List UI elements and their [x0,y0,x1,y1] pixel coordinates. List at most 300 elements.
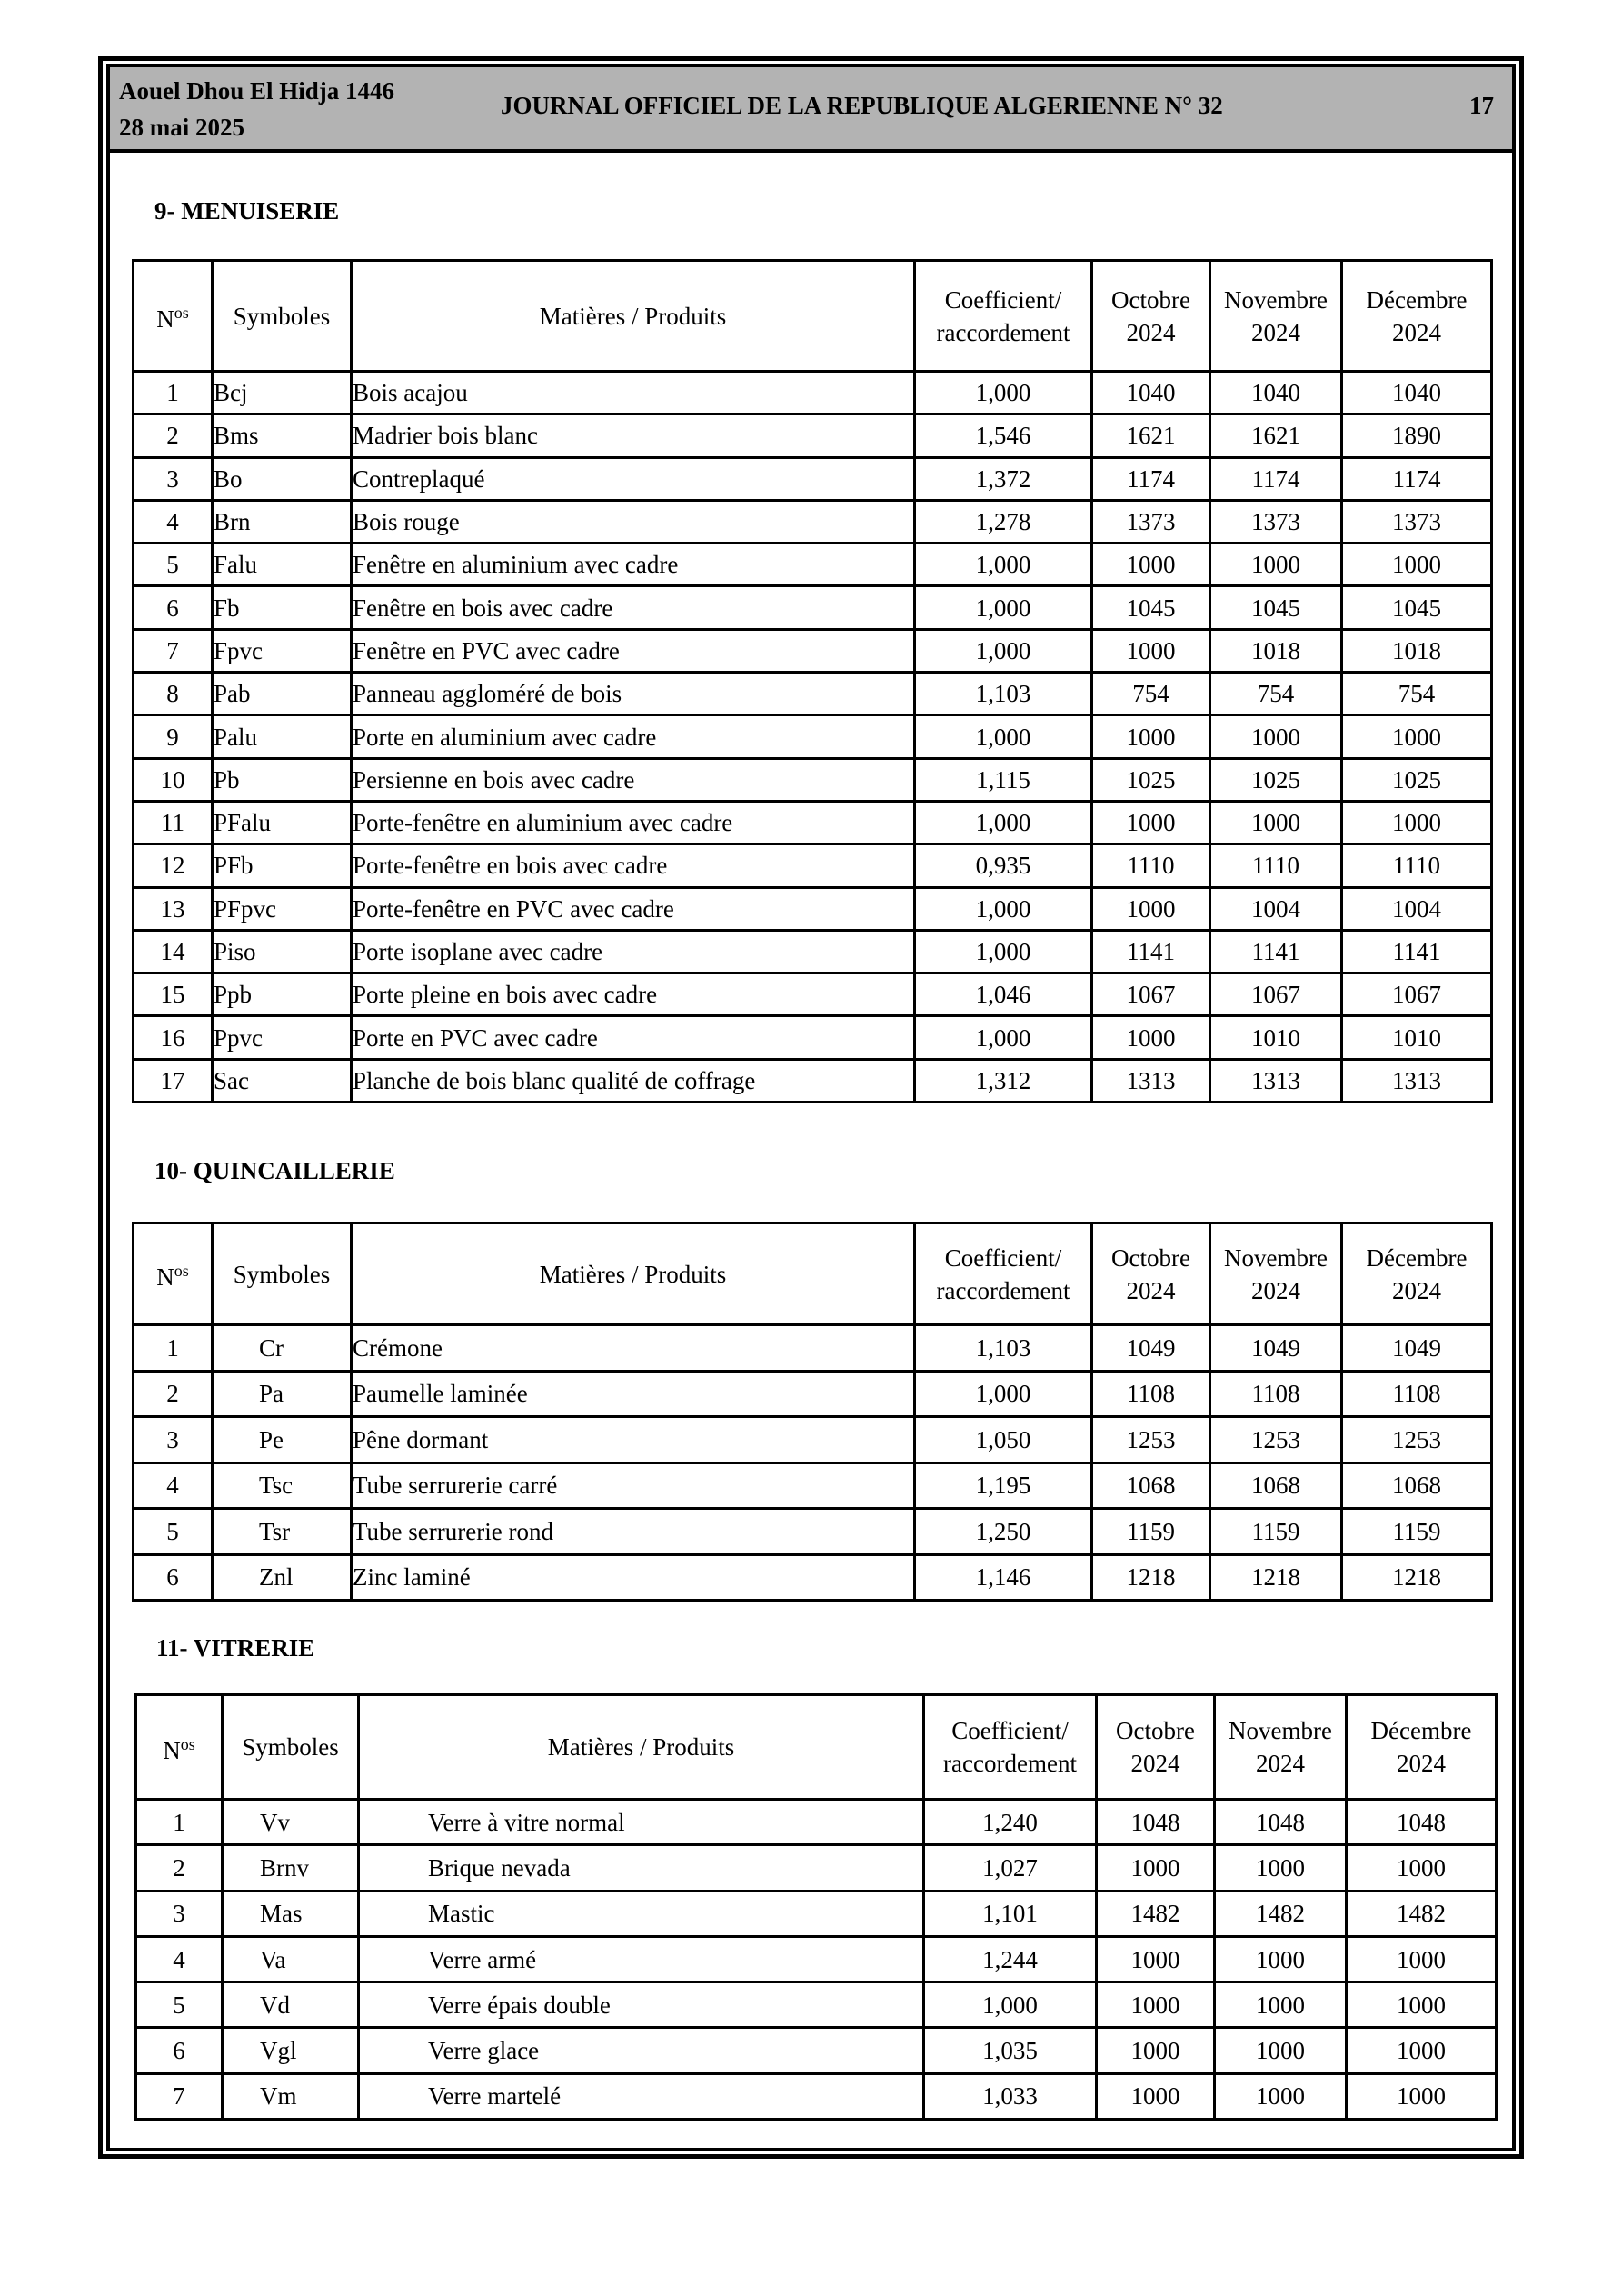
row-product-name: Porte en aluminium avec cadre [352,715,915,758]
row-coefficient: 1,312 [915,1059,1092,1102]
row-symbol: Pb [213,758,352,801]
header-label: raccordement [936,318,1070,346]
row-value-octobre: 1000 [1092,887,1210,930]
header-label: raccordement [936,1276,1070,1304]
row-product-name: Fenêtre en aluminium avec cadre [352,544,915,586]
row-product-name: Porte en PVC avec cadre [352,1016,915,1059]
nos-sup: os [180,1734,195,1753]
row-coefficient: 1,250 [915,1509,1092,1555]
row-product-name: Panneau aggloméré de bois [352,673,915,715]
row-product-name: Fenêtre en bois avec cadre [352,586,915,629]
row-number: 3 [136,1891,223,1936]
row-value-decembre: 1000 [1347,1845,1497,1891]
table-row [134,1509,1492,1555]
table-row [134,973,1492,1016]
table-row [134,1371,1492,1417]
row-value-decembre: 1000 [1342,715,1492,758]
row-value-octobre: 1159 [1092,1509,1210,1555]
row-coefficient: 1,000 [915,544,1092,586]
row-value-octobre: 1000 [1097,1845,1215,1891]
row-product-name: Bois acajou [352,372,915,414]
row-number: 12 [134,844,213,887]
table-row [134,414,1492,457]
row-value-novembre: 1000 [1215,1845,1347,1891]
row-value-novembre: 1048 [1215,1800,1347,1845]
table-row [134,930,1492,973]
row-product-name: Porte-fenêtre en PVC avec cadre [352,887,915,930]
row-symbol: Vm [223,2073,359,2119]
row-coefficient: 1,372 [915,457,1092,500]
journal-title: JOURNAL OFFICIEL DE LA REPUBLIQUE ALGERIENNE N° 32 [501,92,1223,119]
row-value-novembre: 1067 [1210,973,1342,1016]
header-label: Novembre [1224,1243,1328,1272]
header-label: 2024 [1392,1276,1441,1304]
row-value-octobre: 1000 [1092,1016,1210,1059]
row-value-octobre: 1000 [1097,1936,1215,1982]
row-product-name: Verre armé [359,1936,924,1982]
col-header-coefficient [915,1223,1092,1325]
header-label: Octobre [1111,285,1190,314]
row-coefficient: 1,035 [924,2028,1097,2073]
row-value-decembre: 1000 [1342,801,1492,844]
col-header-novembre [1215,1695,1347,1800]
row-product-name: Fenêtre en PVC avec cadre [352,629,915,672]
row-symbol: Va [223,1936,359,1982]
header-label: Matières / Produits [539,1260,727,1288]
row-value-decembre: 1890 [1342,414,1492,457]
table-row [136,1800,1497,1845]
row-number: 6 [136,2028,223,2073]
table-row [134,1417,1492,1463]
row-value-novembre: 1000 [1210,715,1342,758]
row-value-octobre: 1373 [1092,500,1210,543]
row-number: 4 [134,500,213,543]
row-coefficient: 1,000 [915,372,1092,414]
header-label: Matières / Produits [547,1733,735,1761]
row-value-novembre: 1045 [1210,586,1342,629]
table-row [136,2073,1497,2119]
row-number: 2 [136,1845,223,1891]
col-header-octobre [1097,1695,1215,1800]
row-value-octobre: 1048 [1097,1800,1215,1845]
row-value-octobre: 1313 [1092,1059,1210,1102]
row-coefficient: 1,244 [924,1936,1097,1982]
row-value-octobre: 1000 [1097,1982,1215,2028]
row-number: 17 [134,1059,213,1102]
table-row [134,1016,1492,1059]
row-value-novembre: 1049 [1210,1325,1342,1372]
row-symbol: Tsc [213,1462,352,1509]
col-header-coefficient [915,261,1092,372]
row-value-octobre: 1621 [1092,414,1210,457]
row-value-novembre: 1004 [1210,887,1342,930]
row-value-octobre: 1174 [1092,457,1210,500]
header-label: 2024 [1130,1750,1180,1777]
header-label: 2024 [1126,1276,1176,1304]
row-value-decembre: 1000 [1347,2028,1497,2073]
row-product-name: Planche de bois blanc qualité de coffrage [352,1059,915,1102]
page-header [110,67,1512,153]
row-number: 3 [134,1417,213,1463]
table-row [136,1891,1497,1936]
row-symbol: PFb [213,844,352,887]
nos-sup: os [174,304,189,322]
row-coefficient: 1,000 [915,1016,1092,1059]
row-value-octobre: 1110 [1092,844,1210,887]
col-header-novembre [1210,1223,1342,1325]
row-value-decembre: 1000 [1347,1982,1497,2028]
row-number: 2 [134,1371,213,1417]
row-coefficient: 1,103 [915,1325,1092,1372]
table-row [136,2028,1497,2073]
row-value-novembre: 1010 [1210,1016,1342,1059]
row-value-octobre: 1000 [1092,715,1210,758]
row-number: 1 [134,372,213,414]
header-label: Décembre [1370,1717,1472,1744]
col-header-coefficient [924,1695,1097,1800]
header-label: Octobre [1116,1717,1195,1744]
row-coefficient: 0,935 [915,844,1092,887]
row-number: 4 [136,1936,223,1982]
header-label: Novembre [1229,1717,1332,1744]
header-label: Décembre [1366,285,1468,314]
header-label: Symboles [233,302,331,330]
row-symbol: Sac [213,1059,352,1102]
row-product-name: Porte isoplane avec cadre [352,930,915,973]
table-row [134,673,1492,715]
row-number: 4 [134,1462,213,1509]
row-value-novembre: 1000 [1210,544,1342,586]
header-label: 2024 [1256,1750,1305,1777]
row-symbol: Falu [213,544,352,586]
row-product-name: Paumelle laminée [352,1371,915,1417]
row-product-name: Madrier bois blanc [352,414,915,457]
row-value-octobre: 1000 [1097,2028,1215,2073]
row-number: 5 [134,544,213,586]
row-value-octobre: 1108 [1092,1371,1210,1417]
row-value-decembre: 1159 [1342,1509,1492,1555]
row-coefficient: 1,115 [915,758,1092,801]
row-product-name: Verre martelé [359,2073,924,2119]
row-value-novembre: 1253 [1210,1417,1342,1463]
row-product-name: Brique nevada [359,1845,924,1891]
row-product-name: Bois rouge [352,500,915,543]
row-value-decembre: 1067 [1342,973,1492,1016]
col-header-nos [134,261,213,372]
table-row [134,844,1492,887]
row-value-novembre: 1218 [1210,1554,1342,1601]
table-row [134,500,1492,543]
row-number: 1 [136,1800,223,1845]
row-coefficient: 1,000 [915,586,1092,629]
row-number: 16 [134,1016,213,1059]
row-value-decembre: 1482 [1347,1891,1497,1936]
table-row [136,1982,1497,2028]
col-header-octobre [1092,261,1210,372]
header-label: Coefficient/ [944,1243,1062,1272]
row-value-octobre: 1000 [1097,2073,1215,2119]
row-product-name: Porte-fenêtre en aluminium avec cadre [352,801,915,844]
row-value-octobre: 1049 [1092,1325,1210,1372]
hijri-date: Aouel Dhou El Hidja 1446 [119,77,395,105]
row-value-novembre: 1000 [1215,2028,1347,2073]
header-label: 2024 [1251,1276,1300,1304]
row-coefficient: 1,278 [915,500,1092,543]
row-value-decembre: 754 [1342,673,1492,715]
row-symbol: PFpvc [213,887,352,930]
col-header-nos [136,1695,223,1800]
row-value-novembre: 1018 [1210,629,1342,672]
row-coefficient: 1,027 [924,1845,1097,1891]
table-row [134,801,1492,844]
row-value-decembre: 1018 [1342,629,1492,672]
row-product-name: Tube serrurerie carré [352,1462,915,1509]
row-value-decembre: 1174 [1342,457,1492,500]
header-dates [119,73,394,145]
header-label: Novembre [1224,285,1328,314]
row-symbol: Mas [223,1891,359,1936]
table-row [136,1845,1497,1891]
table-row [134,544,1492,586]
table-row [134,1462,1492,1509]
row-value-decembre: 1373 [1342,500,1492,543]
row-symbol: Fpvc [213,629,352,672]
nos-label: N [163,1736,181,1764]
col-header-nos [134,1223,213,1325]
header-label: raccordement [943,1750,1077,1777]
row-value-novembre: 1482 [1215,1891,1347,1936]
row-number: 15 [134,973,213,1016]
col-header-octobre [1092,1223,1210,1325]
row-number: 6 [134,1554,213,1601]
row-number: 5 [136,1982,223,2028]
row-value-novembre: 1025 [1210,758,1342,801]
header-label: 2024 [1397,1750,1446,1777]
header-label: Coefficient/ [944,285,1062,314]
table-header-row [136,1695,1497,1800]
header-label: Décembre [1366,1243,1468,1272]
table-row [134,629,1492,672]
row-coefficient: 1,240 [924,1800,1097,1845]
row-coefficient: 1,000 [915,629,1092,672]
nos-sup: os [174,1262,189,1280]
row-product-name: Tube serrurerie rond [352,1509,915,1555]
row-coefficient: 1,000 [915,1371,1092,1417]
row-value-decembre: 1000 [1342,544,1492,586]
row-coefficient: 1,050 [915,1417,1092,1463]
header-label: 2024 [1392,318,1441,346]
row-value-octobre: 1025 [1092,758,1210,801]
row-symbol: PFalu [213,801,352,844]
row-product-name: Verre à vitre normal [359,1800,924,1845]
row-product-name: Porte pleine en bois avec cadre [352,973,915,1016]
row-value-novembre: 1141 [1210,930,1342,973]
row-symbol: Bcj [213,372,352,414]
row-value-decembre: 1004 [1342,887,1492,930]
row-symbol: Brnv [223,1845,359,1891]
row-value-octobre: 1253 [1092,1417,1210,1463]
header-label: Matières / Produits [539,302,727,330]
nos-label: N [156,305,174,333]
row-value-decembre: 1218 [1342,1554,1492,1601]
table-row [134,372,1492,414]
row-symbol: Vv [223,1800,359,1845]
row-symbol: Bms [213,414,352,457]
row-symbol: Piso [213,930,352,973]
row-value-novembre: 1000 [1215,1982,1347,2028]
row-symbol: Cr [213,1325,352,1372]
row-symbol: Brn [213,500,352,543]
row-value-decembre: 1045 [1342,586,1492,629]
page-number: 17 [1469,92,1494,119]
vitrerie-table [134,1693,1498,2121]
row-value-octobre: 1000 [1092,544,1210,586]
table-header-row [134,261,1492,372]
row-symbol: Fb [213,586,352,629]
row-product-name: Zinc laminé [352,1554,915,1601]
row-value-octobre: 1000 [1092,801,1210,844]
row-value-decembre: 1025 [1342,758,1492,801]
header-label: Symboles [233,1260,331,1288]
row-value-novembre: 1373 [1210,500,1342,543]
menuiserie-table [132,259,1493,1103]
table-header-row [134,1223,1492,1325]
header-label: 2024 [1126,318,1176,346]
header-label: Octobre [1111,1243,1190,1272]
row-product-name: Porte-fenêtre en bois avec cadre [352,844,915,887]
col-header-symboles [213,1223,352,1325]
row-value-octobre: 1040 [1092,372,1210,414]
row-coefficient: 1,195 [915,1462,1092,1509]
table-row [134,758,1492,801]
row-symbol: Pa [213,1371,352,1417]
row-value-novembre: 1108 [1210,1371,1342,1417]
nos-label: N [156,1263,174,1291]
row-number: 8 [134,673,213,715]
col-header-decembre [1342,261,1492,372]
row-coefficient: 1,000 [915,715,1092,758]
header-label: Symboles [242,1733,339,1761]
row-coefficient: 1,000 [915,887,1092,930]
row-value-decembre: 1108 [1342,1371,1492,1417]
row-symbol: Pab [213,673,352,715]
row-value-novembre: 1000 [1215,2073,1347,2119]
row-value-novembre: 1110 [1210,844,1342,887]
row-coefficient: 1,546 [915,414,1092,457]
row-number: 14 [134,930,213,973]
col-header-decembre [1342,1223,1492,1325]
row-value-decembre: 1049 [1342,1325,1492,1372]
row-number: 6 [134,586,213,629]
row-number: 2 [134,414,213,457]
row-value-novembre: 754 [1210,673,1342,715]
row-coefficient: 1,103 [915,673,1092,715]
row-number: 13 [134,887,213,930]
row-value-octobre: 1218 [1092,1554,1210,1601]
row-value-novembre: 1040 [1210,372,1342,414]
row-value-octobre: 1067 [1092,973,1210,1016]
row-value-octobre: 1141 [1092,930,1210,973]
table-row [136,1936,1497,1982]
row-value-novembre: 1621 [1210,414,1342,457]
row-product-name: Mastic [359,1891,924,1936]
row-product-name: Verre épais double [359,1982,924,2028]
row-value-decembre: 1068 [1342,1462,1492,1509]
row-value-octobre: 1000 [1092,629,1210,672]
row-product-name: Contreplaqué [352,457,915,500]
col-header-symboles [223,1695,359,1800]
row-symbol: Vd [223,1982,359,2028]
table-row [134,457,1492,500]
table-row [134,1325,1492,1372]
gregorian-date: 28 mai 2025 [119,114,244,141]
row-coefficient: 1,000 [915,930,1092,973]
row-value-decembre: 1313 [1342,1059,1492,1102]
row-value-decembre: 1253 [1342,1417,1492,1463]
section-title-vitrerie: 11- VITRERIE [156,1634,315,1662]
header-label: Coefficient/ [951,1717,1069,1744]
row-value-decembre: 1040 [1342,372,1492,414]
row-number: 7 [134,629,213,672]
row-value-octobre: 1045 [1092,586,1210,629]
row-value-novembre: 1000 [1215,1936,1347,1982]
row-number: 10 [134,758,213,801]
row-value-novembre: 1000 [1210,801,1342,844]
row-value-decembre: 1000 [1347,2073,1497,2119]
quincaillerie-table [132,1222,1493,1602]
col-header-symboles [213,261,352,372]
col-header-novembre [1210,261,1342,372]
row-value-decembre: 1010 [1342,1016,1492,1059]
row-number: 1 [134,1325,213,1372]
col-header-produits [352,261,915,372]
row-coefficient: 1,033 [924,2073,1097,2119]
row-number: 7 [136,2073,223,2119]
row-value-novembre: 1174 [1210,457,1342,500]
row-coefficient: 1,146 [915,1554,1092,1601]
row-symbol: Tsr [213,1509,352,1555]
row-coefficient: 1,101 [924,1891,1097,1936]
table-row [134,887,1492,930]
col-header-produits [359,1695,924,1800]
row-coefficient: 1,046 [915,973,1092,1016]
table-row [134,1059,1492,1102]
row-product-name: Crémone [352,1325,915,1372]
section-title-quincaillerie: 10- QUINCAILLERIE [154,1157,395,1184]
row-value-decembre: 1000 [1347,1936,1497,1982]
row-symbol: Palu [213,715,352,758]
row-symbol: Bo [213,457,352,500]
row-number: 11 [134,801,213,844]
row-coefficient: 1,000 [915,801,1092,844]
table-row [134,586,1492,629]
row-value-novembre: 1159 [1210,1509,1342,1555]
row-number: 3 [134,457,213,500]
row-coefficient: 1,000 [924,1982,1097,2028]
col-header-produits [352,1223,915,1325]
row-value-novembre: 1068 [1210,1462,1342,1509]
row-value-octobre: 1068 [1092,1462,1210,1509]
row-value-decembre: 1141 [1342,930,1492,973]
row-symbol: Vgl [223,2028,359,2073]
row-value-decembre: 1048 [1347,1800,1497,1845]
row-product-name: Persienne en bois avec cadre [352,758,915,801]
row-value-novembre: 1313 [1210,1059,1342,1102]
row-value-octobre: 754 [1092,673,1210,715]
row-value-decembre: 1110 [1342,844,1492,887]
row-number: 9 [134,715,213,758]
header-label: 2024 [1251,318,1300,346]
